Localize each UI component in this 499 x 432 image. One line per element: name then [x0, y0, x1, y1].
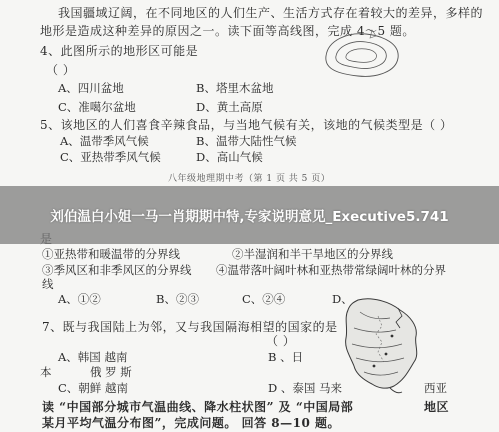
overlay-banner-title: 刘伯温白小姐一马一肖期期中特,专家说明意见_Executive5.741 — [50, 209, 449, 225]
question-4-stem: 4、此图所示的地形区可能是 — [40, 44, 199, 58]
question-6-option-b: B、②③ — [156, 292, 199, 306]
question-6-item-3: ③季风区和非季风区的分界线 — [42, 263, 192, 277]
question-7-russia: 俄 罗 斯 — [90, 365, 132, 379]
intro-paragraph-line-1: 我国疆域辽阔，在不同地区的人们生产、生活方式存在着较大的差异，多样的 — [58, 6, 484, 20]
question-7-option-d: D 、泰国 马来 — [268, 381, 343, 395]
question-7-option-a: A、韩国 越南 — [58, 350, 128, 364]
question-7-option-d-tail: 西亚 — [424, 381, 447, 395]
question-6-item-4-tail: 线 — [42, 277, 54, 291]
question-7-stem: 7、既与我国陆上为邻，又与我国隔海相望的国家的是 — [42, 320, 338, 334]
china-map-figure — [338, 296, 424, 396]
question-8-intro-line-2: 某月平均气温分布图”，完成问题。 回答 8—10 题。 — [42, 416, 340, 430]
question-4-answer-paren: （ ） — [46, 63, 76, 77]
question-5-option-d: D、高山气候 — [196, 150, 263, 164]
question-5-option-a: A、温带季风气候 — [60, 134, 149, 148]
question-6-option-a: A、①② — [58, 292, 101, 306]
overlay-banner — [0, 186, 499, 244]
question-4-option-c: C、准噶尔盆地 — [58, 100, 136, 114]
intro-paragraph-line-2: 地形是造成这种差异的原因之一。读下面等高线图，完成 4～5 题。 — [40, 24, 415, 38]
question-5-stem: 5、该地区的人们喜食辛辣食品，与当地气候有关，该地的气候类型是（ ） — [40, 118, 453, 132]
question-6-item-2: ②半湿润和半干旱地区的分界线 — [232, 247, 393, 261]
question-7-option-b-tail: 本 — [40, 365, 52, 379]
contour-map-figure — [318, 26, 406, 82]
question-7-option-b: B 、日 — [268, 350, 304, 364]
question-5-option-b: B、温带大陆性气候 — [196, 134, 297, 148]
question-5-option-c: C、亚热带季风气候 — [60, 150, 161, 164]
question-7-option-c: C、朝鲜 越南 — [58, 381, 128, 395]
question-8-intro-region: 地区 — [424, 400, 450, 414]
question-6-item-1: ①亚热带和暖温带的分界线 — [42, 247, 180, 261]
question-7-answer-paren: （ ） — [266, 334, 296, 348]
question-6-option-c: C、②④ — [242, 292, 286, 306]
question-4-option-b: B、塔里木盆地 — [196, 81, 274, 95]
question-6-option-d: D、 — [332, 292, 353, 306]
page-footer: 八年级地理期中考（第 1 页 共 5 页） — [168, 174, 331, 184]
question-4-option-a: A、四川盆地 — [58, 81, 124, 95]
question-8-intro-line-1: 读 “中国部分城市气温曲线、降水柱状图” 及 “中国局部 — [42, 400, 354, 414]
question-6-item-4: ④温带落叶阔叶林和亚热带常绿阔叶林的分界 — [216, 263, 446, 277]
question-4-option-d: D、黄土高原 — [196, 100, 263, 114]
